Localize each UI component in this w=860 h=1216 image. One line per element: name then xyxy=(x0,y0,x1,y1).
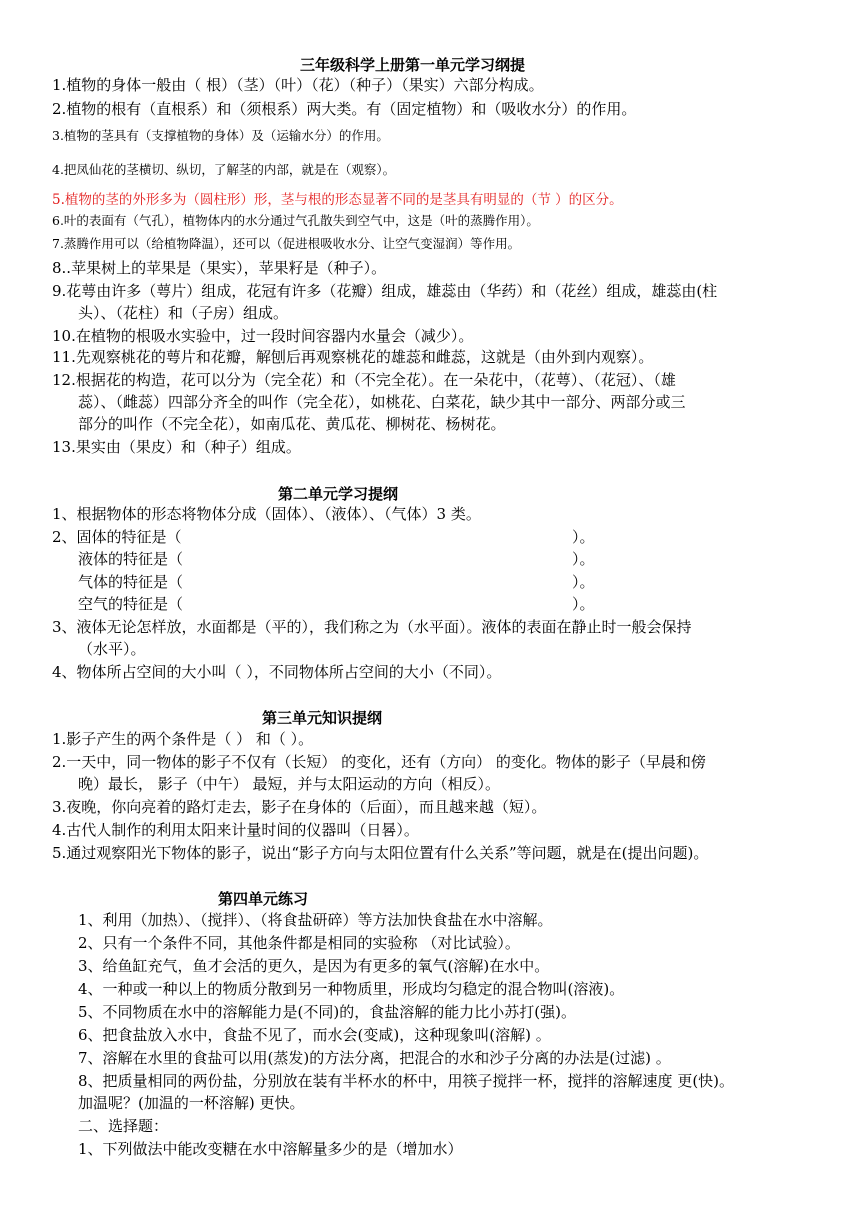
unit4-item-5: 5、不同物质在水中的溶解能力是(不同)的，食盐溶解的能力比小苏打(强)。 xyxy=(78,1003,576,1021)
unit1-item-9-cont: 头）、（花柱）和（子房）组成。 xyxy=(78,304,289,322)
unit1-item-2: 2.植物的根有（直根系）和（须根系）两大类。有（固定植物）和（吸收水分）的作用。 xyxy=(52,100,637,118)
unit4-item-8: 8、把质量相同的两份盐，分别放在装有半杯水的杯中，用筷子搅拌一杯，搅拌的溶解速度 更(快)。 xyxy=(78,1072,735,1090)
unit2-item-4: 4、物体所占空间的大小叫（ ），不同物体所占空间的大小（不同）。 xyxy=(52,663,502,681)
unit4-item-6: 6、把食盐放入水中，食盐不见了，而水会(变咸)，这种现象叫(溶解) 。 xyxy=(78,1026,551,1044)
unit3-item-2: 2.一天中，同一物体的影子不仅有（长短） 的变化，还有（方向） 的变化。物体的影子（早晨和傍 xyxy=(52,753,706,771)
unit2-item-2: 2、固体的特征是（ xyxy=(52,528,182,546)
unit4-item-2: 2、只有一个条件不同，其他条件都是相同的实验称 （对比试验）。 xyxy=(78,934,520,952)
unit4-item-1: 1、利用（加热）、（搅拌）、（将食盐研碎）等方法加快食盐在水中溶解。 xyxy=(78,911,553,929)
unit4-item-8-cont: 加温呢？(加温的一杯溶解) 更快。 xyxy=(78,1094,305,1112)
unit2-item-3-cont: （水平）。 xyxy=(78,640,146,658)
unit1-item-9: 9.花萼由许多（萼片）组成，花冠有许多（花瓣）组成，雄蕊由（华药）和（花丝）组成，雄蕊由(柱 xyxy=(52,282,718,300)
unit2-gas: 气体的特征是（ xyxy=(78,573,184,591)
unit1-item-7: 7.蒸腾作用可以（给植物降温），还可以（促进根吸收水分、让空气变湿润）等作用。 xyxy=(52,236,521,251)
unit2-blank-end-2: ）。 xyxy=(572,550,595,568)
unit1-item-10: 10.在植物的根吸水实验中，过一段时间容器内水量会（减少）。 xyxy=(52,327,474,345)
unit3-title: 第三单元知识提纲 xyxy=(262,709,383,727)
unit3-item-3: 3.夜晚，你向亮着的路灯走去，影子在身体的（后面），而且越来越（短）。 xyxy=(52,798,547,816)
unit2-liquid: 液体的特征是（ xyxy=(78,550,184,568)
unit1-item-8: 8..苹果树上的苹果是（果实），苹果籽是（种子）。 xyxy=(52,259,387,277)
unit2-blank-end-3: ）。 xyxy=(572,573,595,591)
unit2-blank-end-1: ）。 xyxy=(572,528,595,546)
unit4-item-7: 7、溶解在水里的食盐可以用(蒸发)的方法分离，把混合的水和沙子分离的办法是(过滤) 。 xyxy=(78,1049,671,1067)
unit4-title: 第四单元练习 xyxy=(218,890,309,908)
unit2-item-1: 1、根据物体的形态将物体分成（固体）、（液体）、（气体）3 类。 xyxy=(52,505,481,523)
unit1-title: 三年级科学上册第一单元学习纲提 xyxy=(300,56,526,74)
unit1-item-3: 3.植物的茎具有（支撑植物的身体）及（运输水分）的作用。 xyxy=(52,128,389,143)
unit4-item-4: 4、一种或一种以上的物质分散到另一种物质里，形成均匀稳定的混合物叫(溶液)。 xyxy=(78,980,625,998)
unit2-blank-end-4: ）。 xyxy=(572,595,595,613)
unit4-item-3: 3、给鱼缸充气，鱼才会活的更久，是因为有更多的氧气(溶解)在水中。 xyxy=(78,957,550,975)
unit3-item-2-cont: 晚）最长， 影子（中午） 最短，并与太阳运动的方向（相反）。 xyxy=(78,775,501,793)
unit1-item-12: 12.根据花的构造，花可以分为（完全花）和（不完全花）。在一朵花中，（花萼）、（花冠）、（雄 xyxy=(52,371,676,389)
unit1-item-12-cont2: 部分的叫作（不完全花），如南瓜花、黄瓜花、柳树花、杨树花。 xyxy=(78,415,506,433)
unit2-title: 第二单元学习提纲 xyxy=(278,485,399,503)
unit3-item-4: 4.古代人制作的利用太阳来计量时间的仪器叫（日晷）。 xyxy=(52,821,419,839)
unit2-air: 空气的特征是（ xyxy=(78,595,184,613)
unit2-item-3: 3、液体无论怎样放，水面都是（平的），我们称之为（水平面）。液体的表面在静止时一般会保持 xyxy=(52,618,692,636)
unit3-item-5: 5.通过观察阳光下物体的影子，说出“影子方向与太阳位置有什么关系”等问题，就是在(提出问题)。 xyxy=(52,844,709,862)
unit1-item-6: 6.叶的表面有（气孔），植物体内的水分通过气孔散失到空气中，这是（叶的蒸腾作用）。 xyxy=(52,213,539,228)
unit1-item-1: 1.植物的身体一般由（ 根）（茎）（叶）（花）（种子）（果实）六部分构成。 xyxy=(52,76,544,94)
unit1-item-13: 13.果实由（果皮）和（种子）组成。 xyxy=(52,438,301,456)
unit1-item-11: 11.先观察桃花的萼片和花瓣，解刨后再观察桃花的雄蕊和雌蕊，这就是（由外到内观察）。 xyxy=(52,348,654,366)
unit1-item-5: 5.植物的茎的外形多为（圆柱形）形，茎与根的形态显著不同的是茎具有明显的（节 ）的区分。 xyxy=(52,192,623,208)
unit4-choice-1: 1、下列做法中能改变糖在水中溶解量多少的是（增加水） xyxy=(78,1140,463,1158)
unit3-item-1: 1.影子产生的两个条件是（ ） 和（ ）。 xyxy=(52,730,314,748)
unit4-choice-heading: 二、选择题： xyxy=(78,1117,169,1135)
unit1-item-4: 4.把凤仙花的茎横切、纵切，了解茎的内部，就是在（观察）。 xyxy=(52,162,396,177)
unit1-item-12-cont1: 蕊）、（雌蕊）四部分齐全的叫作（完全花），如桃花、白菜花，缺少其中一部分、两部分或三 xyxy=(78,393,686,411)
